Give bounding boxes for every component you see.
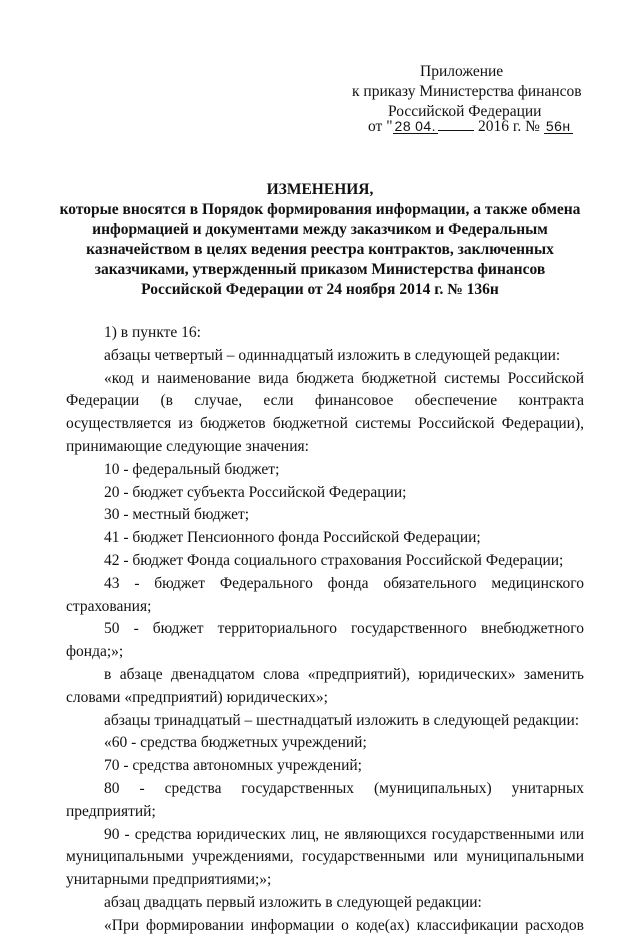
appendix-line-2: к приказу Министерства финансов (352, 83, 582, 100)
body-paragraph: «60 - средства бюджетных учреждений; (104, 734, 367, 752)
body-paragraph: 42 - бюджет Фонда социального страхования Российской Федерации; (104, 551, 564, 569)
date-month: 04. (415, 118, 437, 134)
document-body (66, 322, 584, 938)
title-line-5: Российской Федерации от 24 ноября 2014 г. № 136н (141, 281, 499, 298)
date-year: 2016 г. № (477, 118, 540, 135)
body-paragraph: 30 - местный бюджет; (104, 506, 250, 524)
date-prefix: от " (368, 118, 393, 135)
appendix-line-3: Российской Федерации (388, 103, 542, 120)
body-paragraph: абзацы четвертый – одиннадцатый изложить в следующей редакции: (104, 346, 561, 364)
date-blank (438, 118, 474, 131)
appendix-line-1: Приложение (420, 63, 504, 80)
body-paragraph: 43 - бюджет Федерального фонда обязательного медицинского страхования; (66, 574, 584, 615)
title-line-3: казначейством в целях ведения реестра контрактов, заключенных (86, 241, 554, 258)
body-paragraph: 80 - средства государственных (муниципальных) унитарных предприятий; (66, 779, 584, 820)
body-paragraph: абзац двадцать первый изложить в следующей редакции: (104, 893, 482, 911)
date-day: 28 (394, 118, 412, 134)
title-line-4: заказчиками, утвержденный приказом Министерства финансов (94, 261, 546, 278)
body-paragraph: в абзаце двенадцатом слова «предприятий), юридических» заменить словами «предприятий) юридических»; (66, 665, 584, 706)
title-line-1: которые вносятся в Порядок формирования информации, а также обмена (59, 201, 581, 218)
body-paragraph: 10 - федеральный бюджет; (104, 460, 280, 478)
body-paragraph: 41 - бюджет Пенсионного фонда Российской Федерации; (104, 529, 481, 547)
body-paragraph: абзацы тринадцатый – шестнадцатый изложить в следующей редакции: (104, 711, 580, 729)
body-paragraph: «При формировании информации о коде(ах) классификации расходов (104, 916, 584, 934)
body-paragraph: «код и наименование вида бюджета бюджетной системы Российской Федерации (в случае, если финансовое обеспечение контракта осуществляется из бюджетов бюджетной системы Российской Федерации), принимающие следующие значения: (66, 369, 584, 455)
order-number: 56н (545, 118, 571, 134)
body-paragraph: 90 - средства юридических лиц, не являющихся государственными или муниципальными учреждениями, государственными или муниципальными унитарными предприятиями;»; (66, 825, 584, 889)
appendix-date-line (368, 118, 573, 136)
body-paragraph: 70 - средства автономных учреждений; (104, 757, 362, 775)
title-line-2: информацией и документами между заказчиком и Федеральным (92, 221, 548, 238)
body-paragraph: 20 - бюджет субъекта Российской Федерации; (104, 483, 407, 501)
body-paragraph: 1) в пункте 16: (104, 324, 201, 341)
body-paragraph: 50 - бюджет территориального государственного внебюджетного фонда;»; (66, 620, 584, 661)
title-heading: ИЗМЕНЕНИЯ, (266, 181, 374, 198)
